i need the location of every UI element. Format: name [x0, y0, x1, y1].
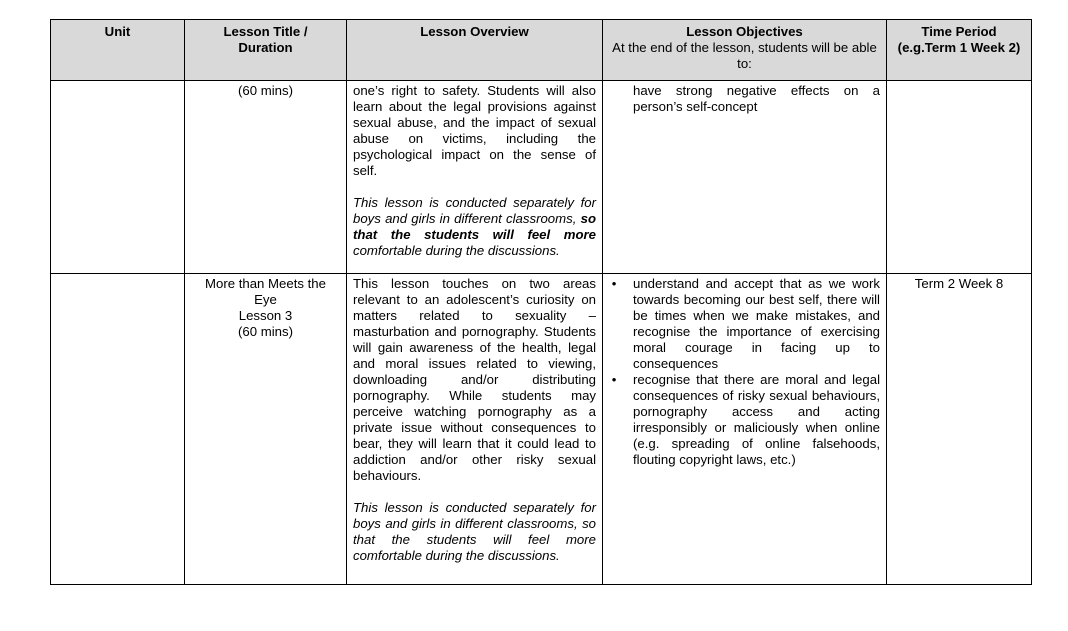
header-objectives-title: Lesson Objectives	[686, 24, 803, 39]
overview-note: This lesson is conducted separately for boys and girls in different classrooms, so that the students will feel more comfortable during the discussions.	[353, 500, 596, 563]
time-period-value: Term 2 Week 8	[914, 276, 1004, 291]
header-time-period	[887, 20, 1032, 81]
header-title-line2: Duration	[238, 40, 293, 55]
header-unit: Unit	[51, 20, 185, 81]
header-time-example: (e.g.Term 1 Week 2)	[897, 40, 1021, 55]
note-italic-part1: This lesson is conducted separately for boys and girls in different classrooms,	[353, 195, 596, 226]
note-bold-part: so that the students will feel more	[353, 211, 596, 242]
header-objectives	[603, 20, 887, 81]
header-objectives-subtitle: At the end of the lesson, students will be able to:	[612, 40, 877, 71]
lesson-title-line1: More than Meets the	[205, 276, 326, 291]
unit-cell	[51, 81, 185, 274]
objective-continuation: have strong negative effects on a person’s self-concept	[633, 83, 880, 114]
objective-item: • recognise that there are moral and legal consequences of risky sexual behaviours, pornography access and acting irresponsibly or maliciously when online (e.g. spreading of online falsehoods, flouting copyright laws, etc.)	[633, 372, 880, 468]
table-row	[51, 274, 1032, 585]
duration-cell	[185, 81, 347, 274]
time-period-cell	[887, 274, 1032, 585]
lesson-plan-table	[50, 19, 1032, 585]
header-title-line1: Lesson Title /	[223, 24, 308, 39]
note-italic-part2: comfortable during the discussions.	[353, 243, 560, 258]
lesson-number: Lesson 3	[238, 308, 293, 323]
header-lesson-title	[185, 20, 347, 81]
overview-note	[353, 195, 596, 259]
table-row	[51, 81, 1032, 274]
objective-item: • understand and accept that as we work towards becoming our best self, there will be times when we make mistakes, and recognise the importance of exercising moral courage in facing up to consequences	[633, 276, 880, 372]
objectives-cell	[603, 274, 887, 585]
bullet-icon: •	[611, 372, 617, 387]
time-period-cell	[887, 81, 1032, 274]
overview-paragraph: This lesson touches on two areas relevant to an adolescent’s curiosity on matters related to sexuality – masturbation and pornography. Students will gain awareness of the health, legal and moral issues related to viewing, downloading and/or distributing pornography. While students may perceive watching pornography as a private issue without consequences to bear, they will learn that it could lead to addiction and/or other risky sexual behaviours.	[353, 276, 596, 483]
header-row	[51, 20, 1032, 81]
lesson-title-line2: Eye	[254, 292, 277, 307]
overview-cell	[347, 274, 603, 585]
header-overview: Lesson Overview	[347, 20, 603, 81]
lesson-title-cell	[185, 274, 347, 585]
unit-cell	[51, 274, 185, 585]
bullet-icon: •	[611, 276, 617, 291]
lesson-duration: (60 mins)	[238, 83, 293, 98]
objectives-list	[609, 276, 880, 468]
objectives-list	[609, 83, 880, 115]
overview-cell	[347, 81, 603, 274]
lesson-duration: (60 mins)	[238, 324, 293, 339]
objectives-cell	[603, 81, 887, 274]
overview-paragraph: one’s right to safety. Students will also learn about the legal provisions against sexual abuse, and the impact of sexual abuse on victims, including the psychological impact on the sense of self.	[353, 83, 596, 178]
header-time-title: Time Period	[921, 24, 997, 39]
